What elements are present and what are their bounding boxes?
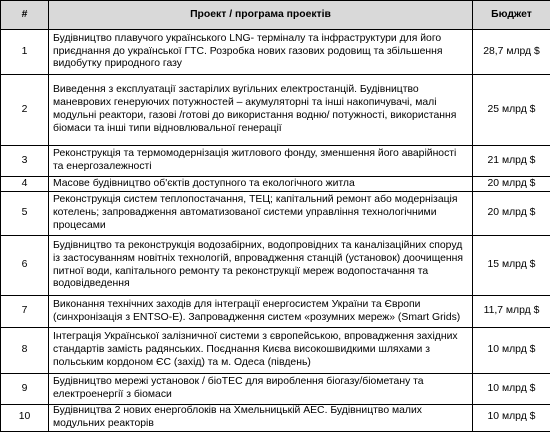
- row-budget: 11,7 млрд $: [473, 296, 550, 328]
- row-project: Реконструкція систем теплопостачання, ТЕЦ; капітальний ремонт або модернізація котелень; запровадження автоматизованої системи управління технологічними процесами: [49, 192, 473, 236]
- table-row: [1, 75, 550, 146]
- row-project: Масове будівництво об'єктів доступного та екологічного житла: [49, 177, 473, 192]
- row-project: Інтеграція Української залізничної системи з європейською, впровадження західних стандартів замість радянських. Поєднання Києва високошвидкими шляхами з польським кордоном ЄС (захід) та м. Одеса (південь): [49, 328, 473, 374]
- row-budget: 10 млрд $: [473, 405, 550, 432]
- row-project: Реконструкція та термомодернізація житлового фонду, зменшення його аварійності та енергозалежності: [49, 146, 473, 177]
- header-project: Проект / програма проектів: [49, 1, 473, 30]
- table-row: [1, 296, 550, 328]
- row-number: 2: [1, 75, 49, 146]
- row-budget: 15 млрд $: [473, 236, 550, 296]
- header-num: #: [1, 1, 49, 30]
- row-budget: 20 млрд $: [473, 177, 550, 192]
- row-number: 4: [1, 177, 49, 192]
- table-row: [1, 328, 550, 374]
- row-number: 7: [1, 296, 49, 328]
- row-budget: 10 млрд $: [473, 328, 550, 374]
- row-project: Будівництва 2 нових енергоблоків на Хмельницькій АЕС. Будівництво малих модульних реакторів: [49, 405, 473, 432]
- row-number: 10: [1, 405, 49, 432]
- row-budget: 21 млрд $: [473, 146, 550, 177]
- table-row: [1, 374, 550, 405]
- row-project: Будівництво плавучого українського LNG- терміналу та інфраструктури для його приєднання до української ГТС. Розробка нових газових родовищ та збільшення видобутку природного газу: [49, 30, 473, 75]
- table-row: [1, 30, 550, 75]
- row-budget: 28,7 млрд $: [473, 30, 550, 75]
- row-budget: 25 млрд $: [473, 75, 550, 146]
- row-number: 1: [1, 30, 49, 75]
- row-number: 8: [1, 328, 49, 374]
- row-project: Виконання технічних заходів для інтеграції енергосистем України та Європи (синхронізація з ENTSO-E). Запровадження систем «розумних мереж» (Smart Grids): [49, 296, 473, 328]
- row-budget: 20 млрд $: [473, 192, 550, 236]
- table-row: [1, 146, 550, 177]
- row-number: 6: [1, 236, 49, 296]
- table-row: [1, 405, 550, 432]
- row-project: Виведення з експлуатації застарілих вугільних електростанцій. Будівництво маневрових генеруючих потужностей – акумуляторні та інші накопичувачі, малі модульні реактори, газові /готові до використання водню/ потужності, використання біомаси та інші типи відновлювальної генерації: [49, 75, 473, 146]
- row-number: 3: [1, 146, 49, 177]
- row-project: Будівництво мережі установок / біоТЕС для вироблення біогазу/біометану та електроенергії з біомаси: [49, 374, 473, 405]
- row-project: Будівництво та реконструкція водозабірних, водопровідних та каналізаційних споруд із застосуванням новітніх технологій, впровадження станцій (установок) доочищення питної води, капітального ремонту та реконструкції мереж водопостачання та водовідведення: [49, 236, 473, 296]
- table-row: [1, 236, 550, 296]
- row-number: 9: [1, 374, 49, 405]
- table-row: [1, 192, 550, 236]
- table-row: [1, 177, 550, 192]
- row-number: 5: [1, 192, 49, 236]
- header-budget: Бюджет: [473, 1, 550, 30]
- header-row: [1, 1, 550, 30]
- row-budget: 10 млрд $: [473, 374, 550, 405]
